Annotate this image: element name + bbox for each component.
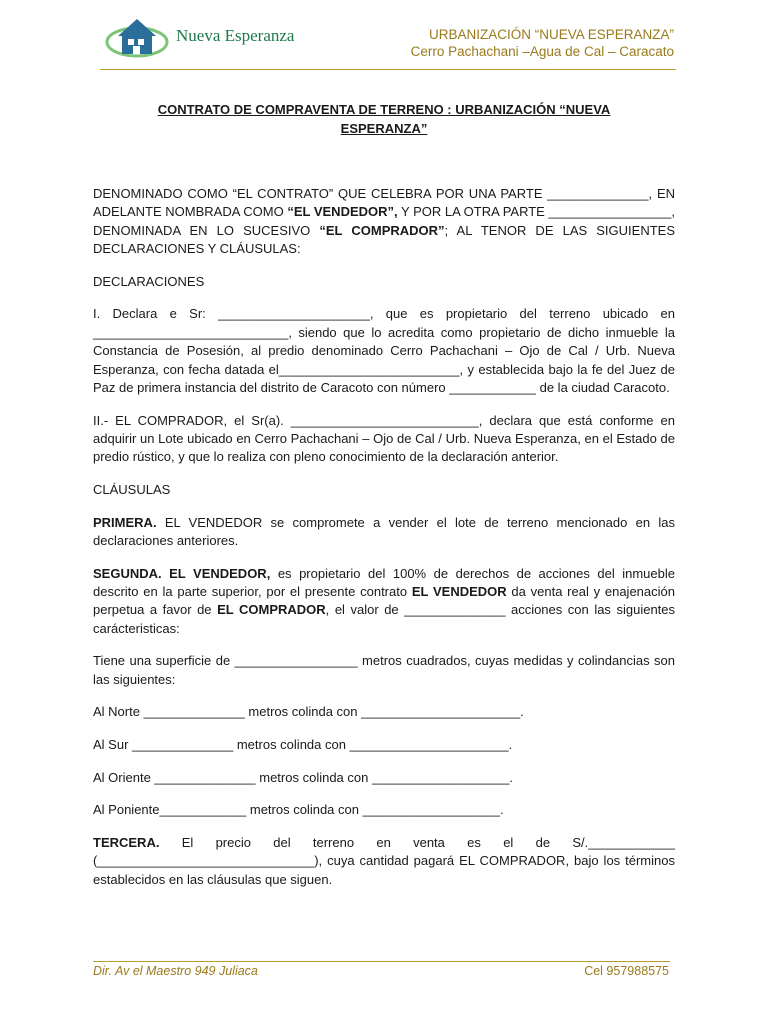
header-divider <box>100 69 676 70</box>
declaraciones-heading: DECLARACIONES <box>93 273 205 289</box>
clause-primera: PRIMERA. EL VENDEDOR se compromete a vender el lote de terreno mencionado en las declaraciones anteriores. <box>93 514 675 549</box>
logo <box>104 14 304 58</box>
header-info <box>411 26 674 60</box>
footer-divider <box>93 961 670 962</box>
boundary-oriente: Al Oriente ______________ metros colinda con ___________________. <box>93 769 513 785</box>
declaration-2: II.- EL COMPRADOR, el Sr(a). __________________________, declara que está conforme en adquirir un Lote ubicado en Cerro Pachachani – Ojo de Cal / Urb. Nueva Esperanza, en el Estado de predio rústico, y que lo realiza con pleno conocimiento de la declaración anterior. <box>93 412 675 465</box>
header-line-1: URBANIZACIÓN “NUEVA ESPERANZA” <box>428 27 674 42</box>
intro-paragraph: DENOMINADO COMO “EL CONTRATO” QUE CELEBRA POR UNA PARTE ______________, EN ADELANTE NOMBRADA COMO “EL VENDEDOR”, Y POR LA OTRA PARTE _________________, DENOMINADA EN LO SUCESIVO “EL COMPRADOR”; AL TENOR DE LAS SIGUIENTES DECLARACIONES Y CLÁUSULAS: <box>93 186 675 257</box>
clause-segunda: SEGUNDA. EL VENDEDOR, es propietario del 100% de derechos de acciones del inmueble descrito en la parte superior, por el presente contrato EL VENDEDOR da venta real y enajenación perpetua a favor de EL COMPRADOR, el valor de ______________ acciones con las siguientes carácteristicas: <box>93 565 676 636</box>
boundary-poniente: Al Poniente____________ metros colinda con ___________________. <box>93 802 504 818</box>
footer-phone: Cel 957988575 <box>584 964 669 978</box>
house-logo-icon <box>104 14 174 58</box>
footer-address: Dir. Av el Maestro 949 Juliaca <box>93 964 258 978</box>
document-title: CONTRATO DE COMPRAVENTA DE TERRENO : URBANIZACIÓN “NUEVA ESPERANZA” <box>157 102 611 136</box>
boundary-sur: Al Sur ______________ metros colinda con ______________________. <box>93 737 513 753</box>
declaration-1: I. Declara e Sr: _____________________, que es propietario del terreno ubicado en ___________________________, siendo que lo acredita como propietario de dicho inmueble la Constancia de Posesión, al predio denominado Cerro Pachachani – Ojo de Cal / Urb. Nueva Esperanza, con fecha datada el_________________________, y establecida bajo la fe del Juez de Paz de primera instancia del distrito de Caracoto con número ____________ de la ciudad Caracoto. <box>93 306 675 396</box>
header-line-2: Cerro Pachachani –Agua de Cal – Caracato <box>410 44 674 59</box>
clause-tercera: TERCERA. El precio del terreno en venta es el de S/.____________ (______________________________), cuya cantidad pagará EL COMPRADOR, bajo los términos establecidos en las cláusulas que siguen. <box>93 834 675 887</box>
logo-text: Nueva Esperanza <box>176 26 295 45</box>
clausulas-heading: CLÁUSULAS <box>93 482 171 498</box>
page-header <box>0 0 768 75</box>
superficie-paragraph: Tiene una superficie de _________________ metros cuadrados, cuyas medidas y colindancias son las siguientes: <box>93 653 675 687</box>
boundary-norte: Al Norte ______________ metros colinda con ______________________. <box>93 704 524 720</box>
document-body <box>93 185 675 903</box>
